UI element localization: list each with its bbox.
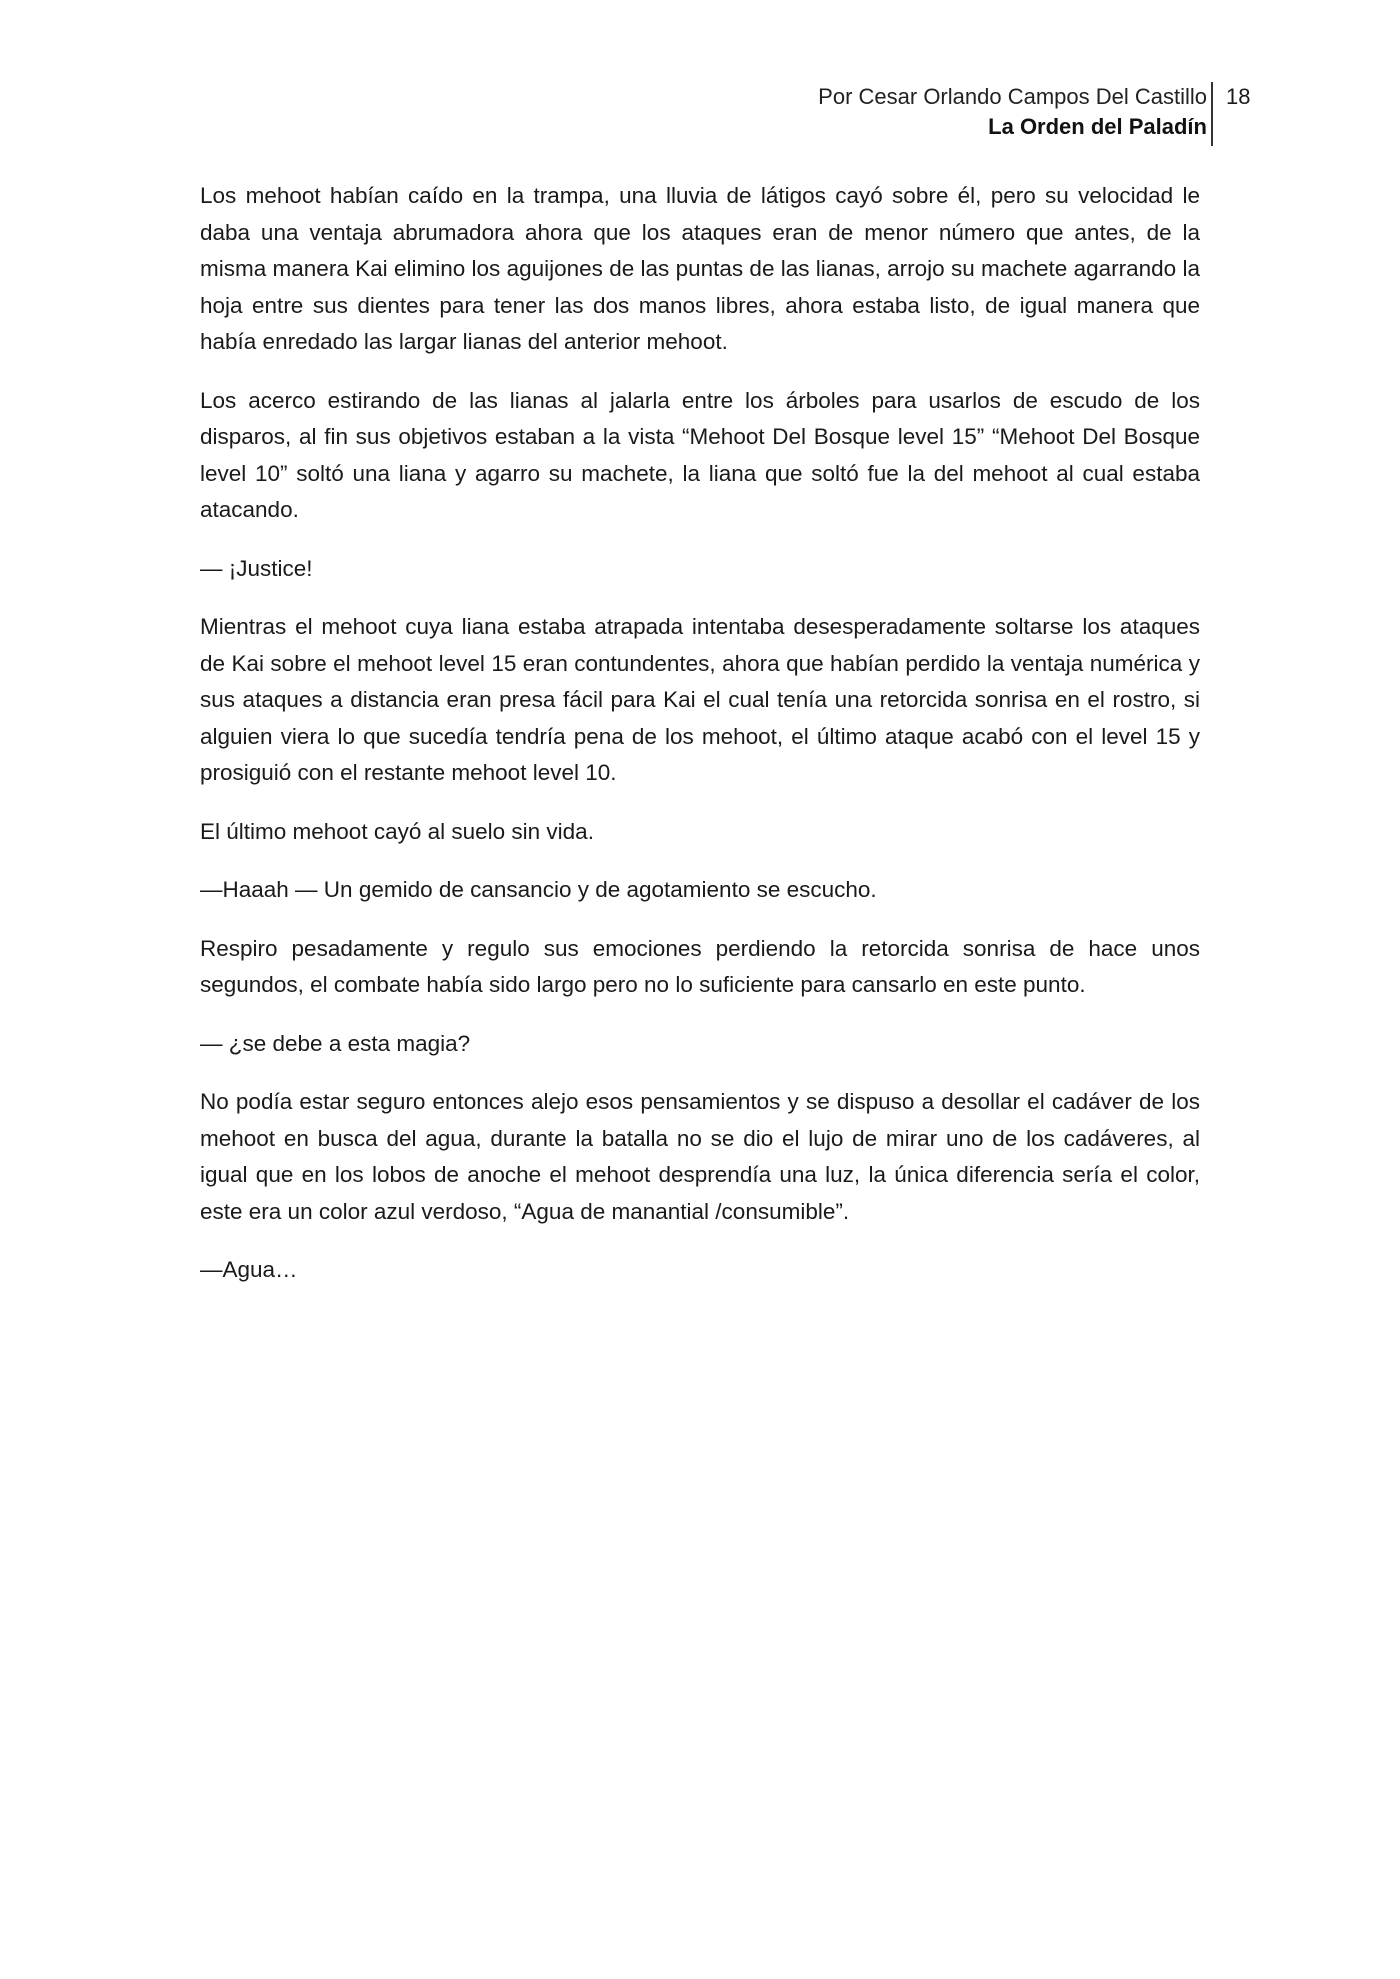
paragraph: No podía estar seguro entonces alejo esos pensamientos y se dispuso a desollar el cadáver de los mehoot en busca del agua, durante la batalla no se dio el lujo de mirar uno de los cadáveres, al igual que en los lobos de anoche el mehoot desprendía una luz, la única diferencia sería el color, este era un color azul verdoso, “Agua de manantial /consumible”.	[200, 1089, 1200, 1224]
paragraph: —Agua…	[200, 1257, 298, 1282]
header-author: Por Cesar Orlando Campos Del Castillo	[818, 84, 1207, 109]
page-header	[818, 82, 1207, 142]
header-divider	[1211, 82, 1213, 146]
body-text	[200, 178, 1200, 1311]
header-title: La Orden del Paladín	[988, 114, 1207, 139]
paragraph: El último mehoot cayó al suelo sin vida.	[200, 818, 594, 844]
paragraph: Los acerco estirando de las lianas al jalarla entre los árboles para usarlos de escudo de los disparos, al fin sus objetivos estaban a la vista “Mehoot Del Bosque level 15” “Mehoot Del Bosque level 10” soltó una liana y agarro su machete, la liana que soltó fue la del mehoot al cual estaba atacando.	[200, 387, 1200, 522]
paragraph: Mientras el mehoot cuya liana estaba atrapada intentaba desesperadamente soltarse los ataques de Kai sobre el mehoot level 15 eran contundentes, ahora que habían perdido la ventaja numérica y sus ataques a distancia eran presa fácil para Kai el cual tenía una retorcida sonrisa en el rostro, si alguien viera lo que sucedía tendría pena de los mehoot, el último ataque acabó con el level 15 y prosiguió con el restante mehoot level 10.	[200, 614, 1200, 785]
paragraph: Los mehoot habían caído en la trampa, una lluvia de látigos cayó sobre él, pero su velocidad le daba una ventaja abrumadora ahora que los ataques eran de menor número que antes, de la misma manera Kai elimino los aguijones de las puntas de las lianas, arrojo su machete agarrando la hoja entre sus dientes para tener las dos manos libres, ahora estaba listo, de igual manera que había enredado las largar lianas del anterior mehoot.	[200, 183, 1200, 354]
paragraph: Respiro pesadamente y regulo sus emociones perdiendo la retorcida sonrisa de hace unos segundos, el combate había sido largo pero no lo suficiente para cansarlo en este punto.	[200, 935, 1200, 997]
paragraph: — ¡Justice!	[200, 555, 313, 581]
paragraph: — ¿se debe a esta magia?	[200, 1030, 471, 1056]
paragraph: —Haaah — Un gemido de cansancio y de agotamiento se escucho.	[200, 877, 877, 902]
page-number: 18	[1226, 84, 1251, 109]
